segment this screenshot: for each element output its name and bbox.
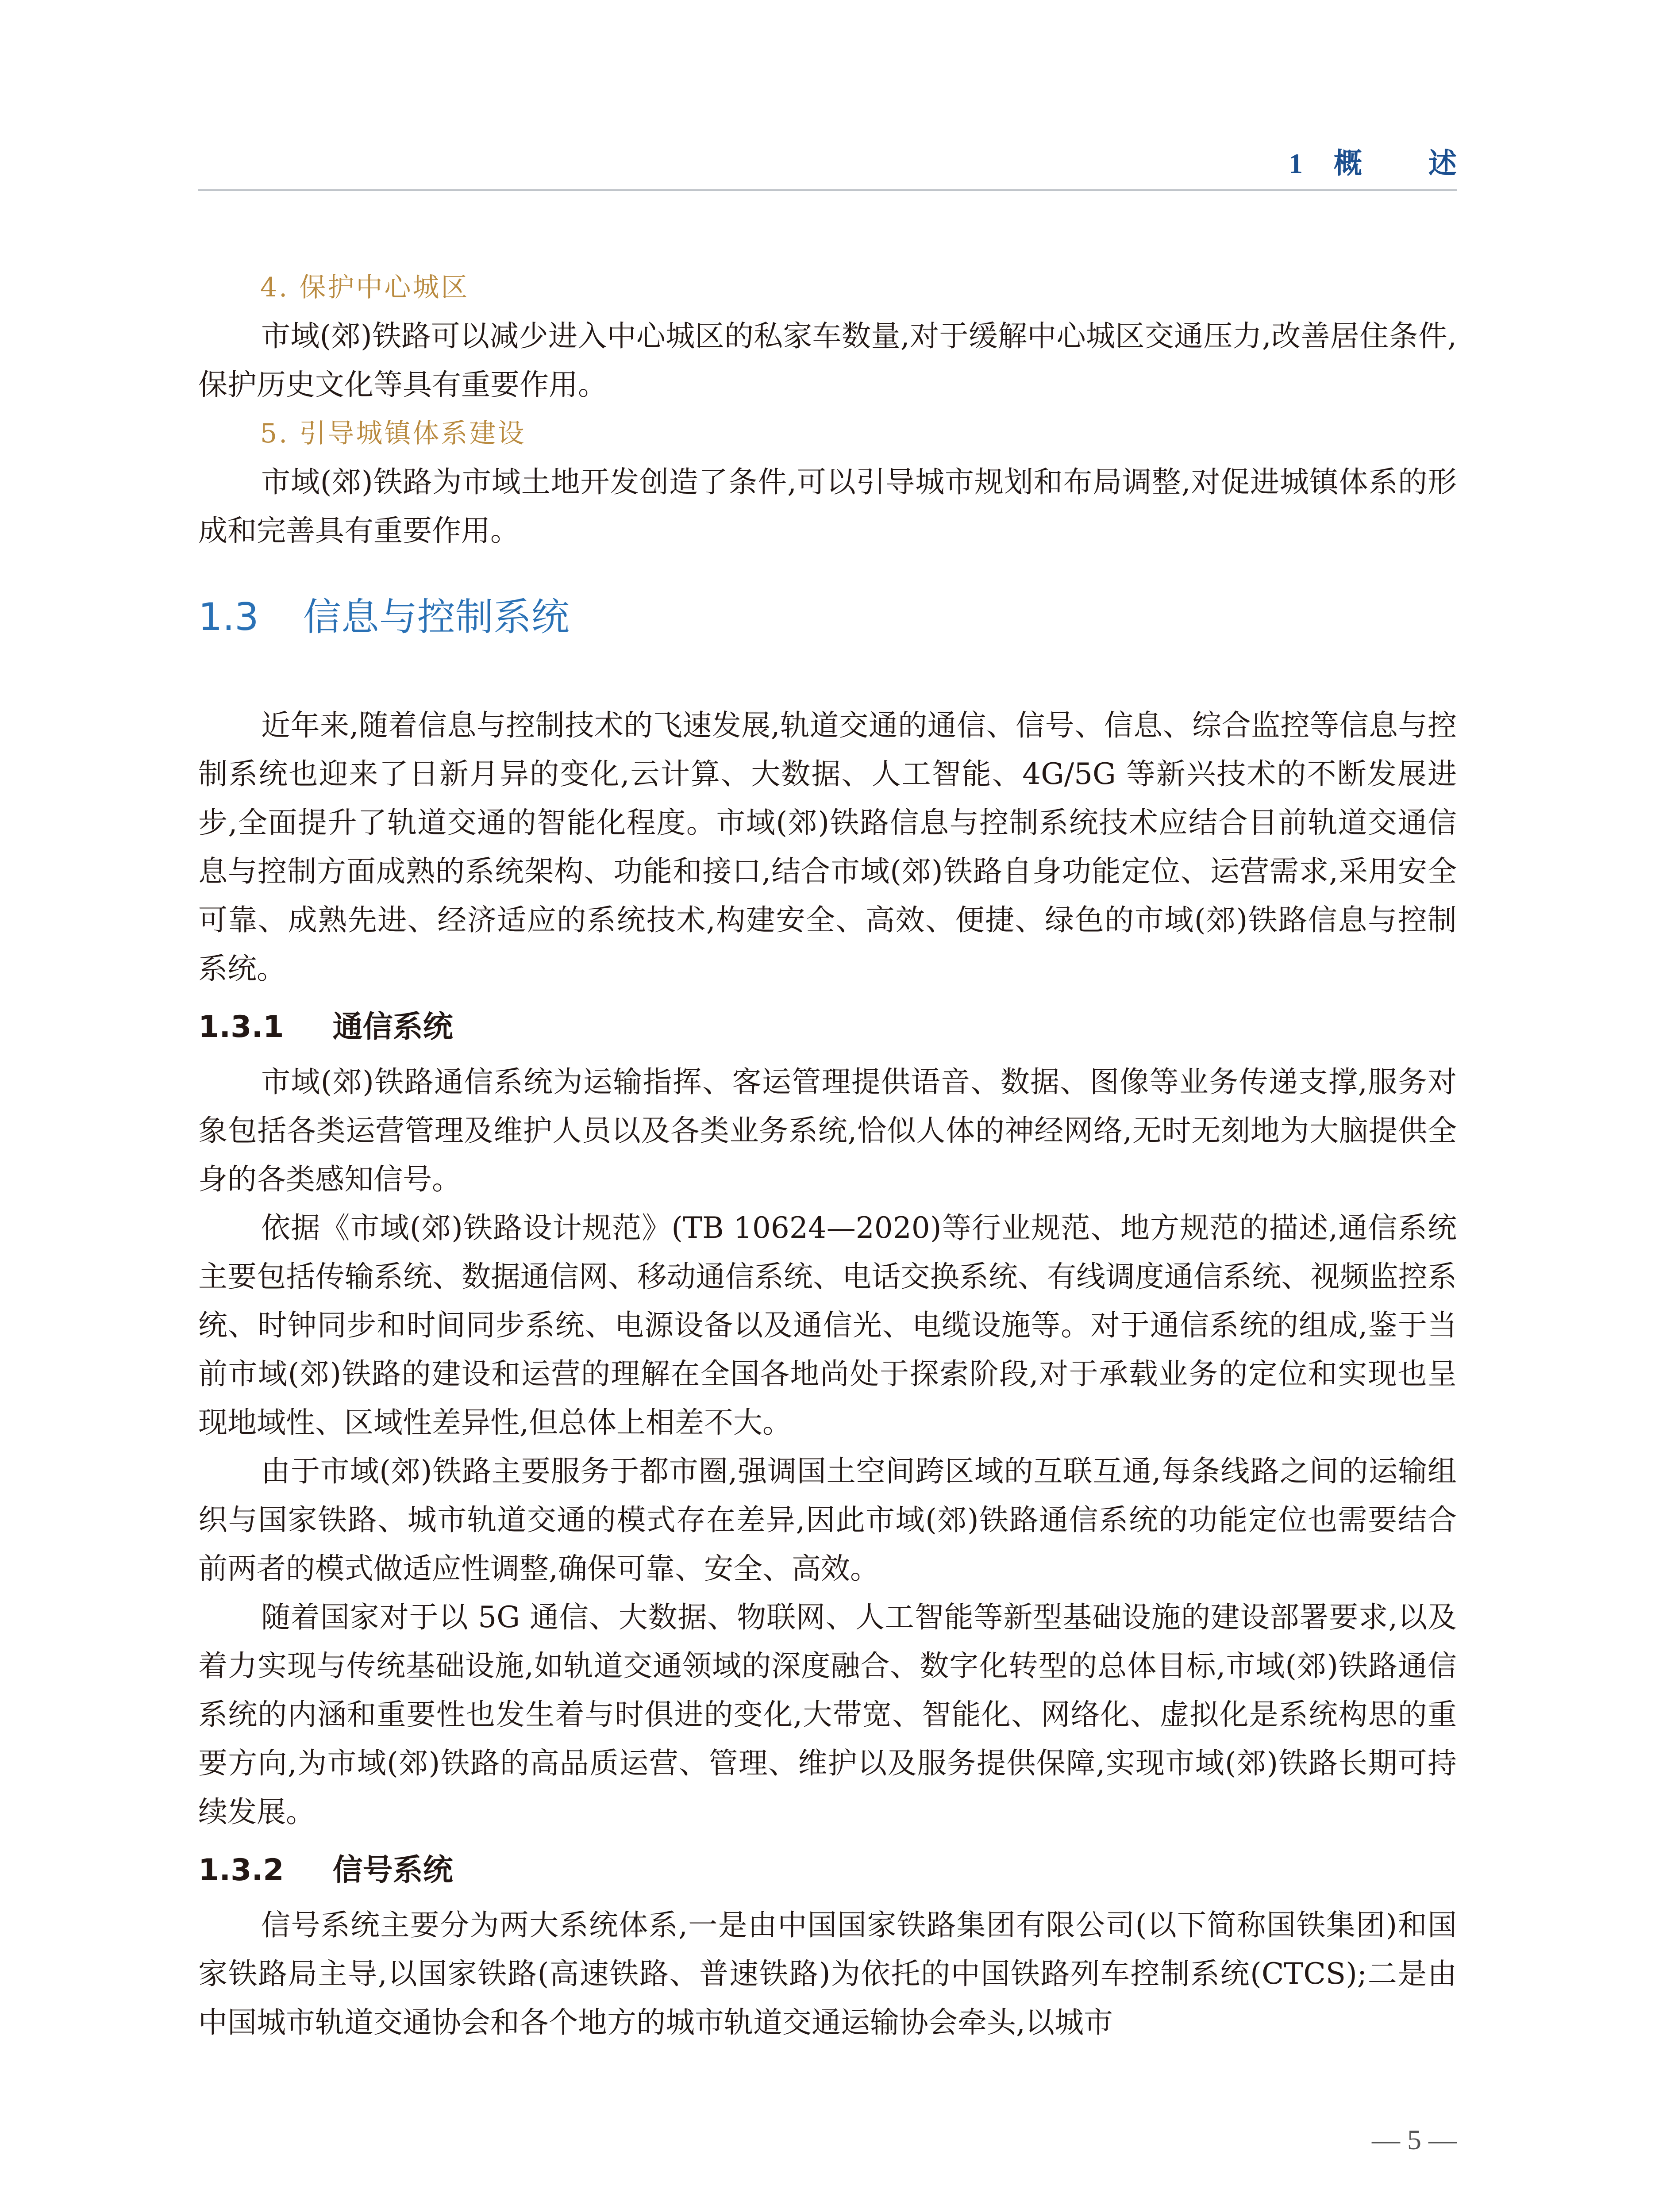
subsection-heading-1-3-2 (198, 1846, 1457, 1895)
paragraph: 随着国家对于以 5G 通信、大数据、物联网、人工智能等新型基础设施的建设部署要求,以及着力实现与传统基础设施,如轨道交通领域的深度融合、数字化转型的总体目标,市域(郊)铁路通信系统的内涵和重要性也发生着与时俱进的变化,大带宽、智能化、网络化、虚拟化是系统构思的重要方向,为市域(郊)铁路的高品质运营、管理、维护以及服务提供保障,实现市域(郊)铁路长期可持续发展。 (198, 1600, 1457, 1829)
subsection-heading-1-3-1 (198, 1003, 1457, 1052)
header-rule (198, 189, 1457, 191)
section-heading-1-3 (198, 591, 1457, 644)
chapter-title-char-2: 述 (1428, 148, 1457, 179)
paragraph: 近年来,随着信息与控制技术的飞速发展,轨道交通的通信、信号、信息、综合监控等信息与控制系统也迎来了日新月异的变化,云计算、大数据、人工智能、4G/5G 等新兴技术的不断发展进步,全面提升了轨道交通的智能化程度。市域(郊)铁路信息与控制系统技术应结合目前轨道交通信息与控制方面成熟的系统架构、功能和接口,结合市域(郊)铁路自身功能定位、运营需求,采用安全可靠、成熟先进、经济适应的系统技术,构建安全、高效、便捷、绿色的市域(郊)铁路信息与控制系统。 (198, 708, 1457, 986)
item-heading-4: 4. 保护中心城区 (260, 272, 470, 303)
paragraph: 由于市域(郊)铁路主要服务于都市圈,强调国土空间跨区域的互联互通,每条线路之间的运输组织与国家铁路、城市轨道交通的模式存在差异,因此市域(郊)铁路通信系统的功能定位也需要结合前两者的模式做适应性调整,确保可靠、安全、高效。 (198, 1454, 1457, 1586)
section-title: 信息与控制系统 (303, 595, 570, 639)
paragraph: 信号系统主要分为两大系统体系,一是由中国国家铁路集团有限公司(以下简称国铁集团)和国家铁路局主导,以国家铁路(高速铁路、普速铁路)为依托的中国铁路列车控制系统(CTCS);二是由中国城市轨道交通协会和各个地方的城市轨道交通运输协会牵头,以城市 (198, 1908, 1457, 2039)
chapter-title-char-1: 概 (1334, 148, 1362, 179)
section-number: 1.3 (198, 595, 259, 639)
paragraph: 市域(郊)铁路通信系统为运输指挥、客运管理提供语音、数据、图像等业务传递支撑,服务对象包括各类运营管理及维护人员以及各类业务系统,恰似人体的神经网络,无时无刻地为大脑提供全身的各类感知信号。 (198, 1065, 1457, 1196)
chapter-number: 1 (1289, 148, 1303, 179)
subsection-number: 1.3.1 (198, 1010, 284, 1045)
running-head (1289, 141, 1457, 181)
paragraph: 市域(郊)铁路为市域土地开发创造了条件,可以引导城市规划和布局调整,对促进城镇体系的形成和完善具有重要作用。 (198, 465, 1457, 548)
paragraph: 市域(郊)铁路可以减少进入中心城区的私家车数量,对于缓解中心城区交通压力,改善居住条件,保护历史文化等具有重要作用。 (198, 319, 1457, 402)
paragraph: 依据《市域(郊)铁路设计规范》(TB 10624—2020)等行业规范、地方规范的描述,通信系统主要包括传输系统、数据通信网、移动通信系统、电话交换系统、有线调度通信系统、视频监控系统、时钟同步和时间同步系统、电源设备以及通信光、电缆设施等。对于通信系统的组成,鉴于当前市域(郊)铁路的建设和运营的理解在全国各地尚处于探索阶段,对于承载业务的定位和实现也呈现地域性、区域性差异性,但总体上相差不大。 (198, 1211, 1457, 1440)
subsection-number: 1.3.2 (198, 1853, 284, 1888)
subsection-title: 信号系统 (332, 1853, 453, 1888)
subsection-title: 通信系统 (332, 1010, 453, 1045)
page-body (198, 263, 1457, 2047)
item-heading-5: 5. 引导城镇体系建设 (260, 418, 526, 449)
page-number: — 5 — (1372, 2124, 1457, 2155)
